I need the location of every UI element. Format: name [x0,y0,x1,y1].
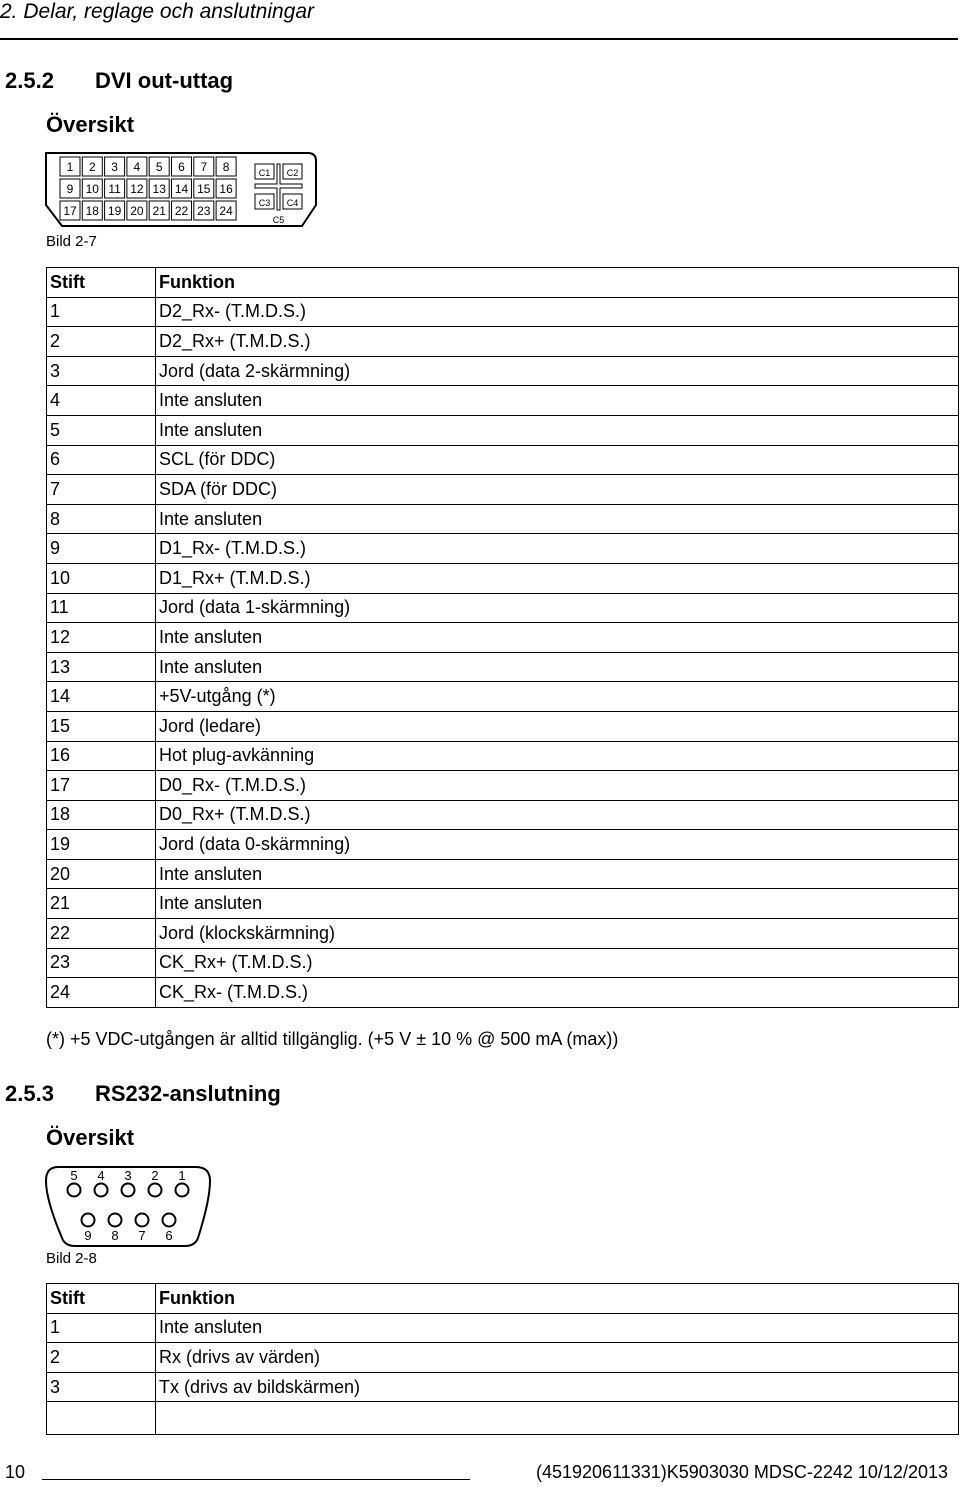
pin-function-cell: Inte ansluten [156,504,959,534]
dvi-pin-label: 22 [174,204,189,218]
pin-number-cell: 11 [47,593,156,623]
pin-number-cell: 24 [47,978,156,1008]
dvi-pin-label: 10 [85,182,99,196]
pin-function-cell: D2_Rx+ (T.M.D.S.) [156,327,959,357]
pin-function-cell: D1_Rx+ (T.M.D.S.) [156,563,959,593]
table-row [47,1343,959,1373]
figure-caption-rs232: Bild 2-8 [46,1250,97,1267]
rs232-pin-hole [122,1184,135,1197]
dvi-c-section [255,164,302,225]
pin-function-cell: D0_Rx+ (T.M.D.S.) [156,800,959,830]
rs232-pin-hole [176,1184,189,1197]
pin-number-cell: 15 [47,711,156,741]
pin-number-cell: 18 [47,800,156,830]
rs232-pin-label: 5 [70,1168,78,1183]
pin-function-cell: CK_Rx- (T.M.D.S.) [156,978,959,1008]
document-reference: (451920611331)K5903030 MDSC-2242 10/12/2013 [536,1462,948,1482]
label-c3: C3 [258,198,271,208]
pin-number-cell: 22 [47,919,156,949]
table-row [47,741,959,771]
table-row [47,593,959,623]
rs232-pin-hole [82,1214,95,1227]
pin-number-cell: 8 [47,504,156,534]
rs232-pin-table [46,1283,959,1402]
footer-rule [42,1479,470,1480]
pin-function-cell: CK_Rx+ (T.M.D.S.) [156,948,959,978]
pin-number-cell: 3 [47,1372,156,1402]
chapter-title: 2. Delar, reglage och anslutningar [0,0,315,23]
pin-number-cell: 12 [47,623,156,653]
dvi-pin-label: 7 [200,160,208,174]
pin-function-cell: Jord (ledare) [156,711,959,741]
section-heading-rs232 [5,1081,281,1107]
section-number: 2.5.2 [5,68,54,93]
page-number: 10 [5,1462,26,1482]
pin-function-cell: Tx (drivs av bildskärmen) [156,1372,959,1402]
rs232-pin-label: 3 [124,1168,132,1183]
label-c4: C4 [286,198,299,208]
pin-function-cell: Jord (klockskärmning) [156,919,959,949]
pin-function-cell: Inte ansluten [156,652,959,682]
column-header-funktion: Funktion [156,268,959,298]
table-row [47,682,959,712]
dvi-pin-label: 2 [88,160,96,174]
column-header-stift: Stift [47,268,156,298]
pin-number-cell: 6 [47,445,156,475]
pin-function-cell: Inte ansluten [156,386,959,416]
dvi-pin-label: 15 [197,182,211,196]
table-header-row [47,1284,959,1314]
pin-function-cell: Inte ansluten [156,1313,959,1343]
pin-function-cell: +5V-utgång (*) [156,682,959,712]
label-c5: C5 [272,215,285,225]
rs232-pin-label: 2 [151,1168,159,1183]
figure-caption-dvi: Bild 2-7 [46,233,97,250]
table-row [47,919,959,949]
dvi-pin-label: 13 [152,182,166,196]
pin-function-cell: D0_Rx- (T.M.D.S.) [156,771,959,801]
dvi-pin-label: 4 [133,160,141,174]
table-row [47,504,959,534]
pin-function-cell: D1_Rx- (T.M.D.S.) [156,534,959,564]
label-c2: C2 [286,168,299,178]
label-c1: C1 [258,168,271,178]
pin-number-cell: 23 [47,948,156,978]
dvi-pin-label: 1 [66,160,74,174]
dvi-pin-label: 21 [152,204,166,218]
table-row [47,1313,959,1343]
dvi-pin-label: 16 [219,182,233,196]
rs232-pin-hole [95,1184,108,1197]
table-row [47,386,959,416]
header-rule [0,38,958,40]
pin-number-cell: 17 [47,771,156,801]
table-row [47,297,959,327]
dvi-pin-label: 5 [155,160,163,174]
rs232-pin-hole [149,1184,162,1197]
pin-number-cell: 20 [47,859,156,889]
table-row [47,475,959,505]
pin-function-cell: Inte ansluten [156,415,959,445]
table-row [47,771,959,801]
dvi-pin-label: 11 [108,182,121,196]
rs232-pin-hole [163,1214,176,1227]
dvi-pin-label: 19 [107,204,122,218]
overview-heading-rs232: Översikt [46,1125,135,1150]
pin-function-cell: Jord (data 1-skärmning) [156,593,959,623]
section-title: DVI out-uttag [95,68,234,93]
table-row [47,563,959,593]
footnote-5v: (*) +5 VDC-utgången är alltid tillgänglig. (+5 V ± 10 % @ 500 mA (max)) [46,1029,619,1049]
dvi-pin-label: 12 [130,182,144,196]
dvi-pin-label: 3 [111,160,118,174]
pin-function-cell: SDA (för DDC) [156,475,959,505]
pin-number-cell: 4 [47,386,156,416]
rs232-pin-hole [109,1214,122,1227]
table-row [47,830,959,860]
table-row [47,327,959,357]
rs232-pin-hole [136,1214,149,1227]
dvi-pin-label: 18 [85,204,99,218]
pin-function-cell: Inte ansluten [156,623,959,653]
pin-number-cell: 2 [47,327,156,357]
table-row [47,978,959,1008]
dvi-pin-label: 8 [222,160,230,174]
pin-number-cell: 21 [47,889,156,919]
table-row [47,534,959,564]
table-row [47,445,959,475]
section-title: RS232-anslutning [95,1081,281,1106]
rs232-pin-label: 6 [165,1228,173,1243]
table-header-row [47,268,959,298]
dvi-pin-label: 17 [63,204,77,218]
dvi-pin-label: 20 [130,204,144,218]
dvi-pin-label: 9 [66,182,74,196]
rs232-table-continuation [46,1400,959,1435]
table-row [47,356,959,386]
pin-function-cell: Rx (drivs av värden) [156,1343,959,1373]
pin-function-cell: Inte ansluten [156,889,959,919]
table-row [47,415,959,445]
rs232-pin-label: 7 [138,1228,146,1243]
table-row [47,652,959,682]
table-row [47,889,959,919]
pin-number-cell: 1 [47,1313,156,1343]
column-header-funktion: Funktion [156,1284,959,1314]
section-number: 2.5.3 [5,1081,54,1106]
pin-number-cell: 5 [47,415,156,445]
rs232-pin-hole [68,1184,81,1197]
table-row [47,800,959,830]
pin-function-cell: Hot plug-avkänning [156,741,959,771]
pin-number-cell: 9 [47,534,156,564]
pin-function-cell: SCL (för DDC) [156,445,959,475]
table-row [47,1372,959,1402]
pin-number-cell: 10 [47,563,156,593]
table-row [47,711,959,741]
pin-function-cell: D2_Rx- (T.M.D.S.) [156,297,959,327]
dvi-pin-label: 6 [178,160,185,174]
pin-function-cell: Jord (data 2-skärmning) [156,356,959,386]
dvi-pin-table [46,267,959,1008]
dvi-connector-diagram [44,150,320,230]
dvi-pin-label: 23 [197,204,211,218]
pin-function-cell: Jord (data 0-skärmning) [156,830,959,860]
section-heading-dvi [5,68,233,94]
table-row [47,859,959,889]
pin-number-cell: 16 [47,741,156,771]
dvi-pin-label: 24 [219,204,233,218]
table-row [47,948,959,978]
pin-number-cell: 1 [47,297,156,327]
pin-number-cell: 19 [47,830,156,860]
pin-number-cell: 2 [47,1343,156,1373]
rs232-pin-label: 8 [111,1228,119,1243]
rs232-pin-label: 9 [84,1228,92,1243]
table-row [47,623,959,653]
dvi-pin-label: 14 [174,182,189,196]
pin-number-cell: 7 [47,475,156,505]
overview-heading-dvi: Översikt [46,112,135,137]
column-header-stift: Stift [47,1284,156,1314]
rs232-pin-label: 4 [97,1168,105,1183]
pin-number-cell: 13 [47,652,156,682]
pin-number-cell: 14 [47,682,156,712]
pin-number-cell: 3 [47,356,156,386]
rs232-pin-label: 1 [178,1168,186,1183]
rs232-connector-diagram [44,1162,216,1250]
pin-function-cell: Inte ansluten [156,859,959,889]
